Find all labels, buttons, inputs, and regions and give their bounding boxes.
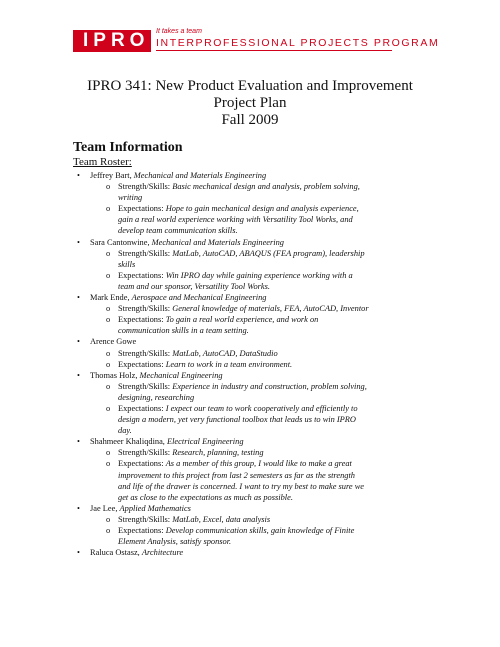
detail-text: MatLab, Excel, data analysis [172, 514, 271, 524]
bullet-icon: • [77, 503, 80, 513]
circle-bullet-icon: o [106, 359, 111, 369]
member-name: Shahmeer Khaliqdina, [90, 437, 167, 447]
list-item [73, 503, 433, 514]
strength-skills [73, 514, 433, 525]
strength-skills [73, 181, 433, 203]
circle-bullet-icon: o [106, 514, 111, 524]
circle-bullet-icon: o [106, 315, 111, 325]
list-item [73, 436, 433, 447]
detail-text: day. [118, 426, 132, 436]
detail-text: team and our sponsor, Versatility Tool Works. [118, 281, 271, 291]
expectations [73, 314, 433, 336]
detail-text: gain a real world experience working with Versatility Tool Works, and [118, 215, 353, 225]
expectations [73, 270, 433, 292]
bullet-icon: • [77, 171, 80, 180]
title-line-2: Project Plan [213, 95, 287, 111]
ipro-logo: IPRO [73, 30, 151, 52]
bullet-icon: • [77, 370, 80, 380]
member-name: Jae Lee, [90, 503, 120, 513]
detail-text: skills [118, 259, 136, 269]
member-major: Electrical Engineering [166, 437, 244, 447]
detail-text: Develop communication skills, gain knowledge of Finite [165, 526, 355, 535]
list-item [73, 292, 433, 303]
circle-bullet-icon: o [106, 448, 111, 458]
detail-label: Expectations: [118, 403, 166, 413]
detail-text: To gain a real world experience, and work on [165, 315, 319, 325]
member-name: Sara Cantonwine, [90, 237, 152, 247]
member-major: Applied Mathematics [119, 503, 191, 513]
detail-text: design a modern, yet very functional toolbox that leads us to win IPRO [118, 415, 356, 425]
member-name: Jeffrey Bart, [90, 171, 134, 180]
detail-text: Experience in industry and construction, problem solving, [172, 381, 367, 391]
member-major: Mechanical and Materials Engineering [133, 171, 267, 180]
circle-bullet-icon: o [106, 526, 111, 535]
header-rule [156, 50, 392, 51]
list-item [73, 547, 433, 558]
detail-label: Strength/Skills: [118, 448, 173, 458]
bullet-icon: • [77, 548, 80, 558]
detail-text: and life of the drawer is concerned. I want to try my best to make sure we [118, 481, 365, 491]
title-line-1: IPRO 341: New Product Evaluation and Improvement [87, 78, 413, 94]
strength-skills [73, 447, 433, 458]
circle-bullet-icon: o [106, 204, 111, 214]
member-major: Mechanical Engineering [139, 370, 223, 380]
detail-label: Expectations: [118, 204, 166, 214]
subsection-heading: Team Roster: [73, 156, 132, 168]
team-roster-list [73, 170, 433, 558]
detail-label: Expectations: [118, 459, 166, 469]
detail-text: Basic mechanical design and analysis, problem solving, [172, 182, 360, 192]
detail-text: develop team communication skills. [118, 226, 238, 236]
member-major: Aerospace and Mechanical Engineering [131, 293, 267, 303]
ipro-header [73, 28, 440, 52]
detail-text: get as close to the expectations as much as possible. [118, 492, 293, 502]
detail-text: I expect our team to work cooperatively and efficiently to [165, 403, 358, 413]
strength-skills [73, 348, 433, 359]
document-title [0, 78, 500, 129]
circle-bullet-icon: o [106, 182, 111, 192]
detail-label: Strength/Skills: [118, 514, 173, 524]
circle-bullet-icon: o [106, 270, 111, 280]
expectations [73, 359, 433, 370]
member-name: Mark Ende, [90, 293, 132, 303]
ipro-tagline: It takes a team [156, 28, 202, 35]
section-heading: Team Information [73, 140, 183, 155]
strength-skills [73, 248, 433, 270]
bullet-icon: • [77, 293, 80, 303]
detail-label: Strength/Skills: [118, 381, 173, 391]
detail-text: improvement to this project from last 2 semesters as far as the strength [118, 470, 355, 480]
expectations [73, 203, 433, 236]
detail-text: Research, planning, testing [172, 448, 264, 458]
detail-text: MatLab, AutoCAD, ABAQUS (FEA program), leadership [172, 248, 365, 258]
circle-bullet-icon: o [106, 459, 111, 469]
detail-text: As a member of this group, I would like to make a great [165, 459, 352, 469]
list-item [73, 237, 433, 248]
detail-text: designing, researching [118, 392, 195, 402]
detail-label: Strength/Skills: [118, 182, 173, 192]
detail-text: MatLab, AutoCAD, DataStudio [172, 348, 278, 358]
detail-label: Expectations: [118, 270, 166, 280]
list-item [73, 170, 433, 181]
detail-text: General knowledge of materials, FEA, AutoCAD, Inventor [172, 304, 369, 314]
member-major: Mechanical and Materials Engineering [151, 237, 284, 247]
member-name: Thomas Holz, [90, 370, 140, 380]
detail-text: Win IPRO day while gaining experience working with a [165, 270, 353, 280]
member-name: Raluca Ostasz, [90, 548, 142, 558]
circle-bullet-icon: o [106, 348, 111, 358]
detail-text: communication skills in a team setting. [118, 326, 249, 336]
bullet-icon: • [77, 437, 80, 447]
list-item [73, 336, 433, 347]
circle-bullet-icon: o [106, 381, 111, 391]
circle-bullet-icon: o [106, 304, 111, 314]
member-name: Arence Gowe [90, 337, 137, 347]
detail-text: Element Analysis, satisfy sponsor. [118, 537, 232, 547]
program-name: INTERPROFESSIONAL PROJECTS PROGRAM [156, 37, 440, 49]
circle-bullet-icon: o [106, 248, 111, 258]
strength-skills [73, 303, 433, 314]
expectations [73, 403, 433, 436]
list-item [73, 370, 433, 381]
detail-label: Strength/Skills: [118, 348, 173, 358]
expectations [73, 525, 433, 547]
detail-label: Strength/Skills: [118, 248, 173, 258]
detail-label: Expectations: [118, 526, 166, 535]
circle-bullet-icon: o [106, 403, 111, 413]
bullet-icon: • [77, 237, 80, 247]
detail-label: Expectations: [118, 315, 166, 325]
member-major: Architecture [141, 548, 184, 558]
detail-text: Hope to gain mechanical design and analysis experience, [165, 204, 359, 214]
detail-label: Strength/Skills: [118, 304, 173, 314]
bullet-icon: • [77, 337, 80, 347]
detail-text: writing [118, 193, 143, 203]
expectations [73, 458, 433, 502]
detail-text: Learn to work in a team environment. [165, 359, 293, 369]
title-line-3: Fall 2009 [221, 112, 279, 128]
detail-label: Expectations: [118, 359, 166, 369]
strength-skills [73, 381, 433, 403]
